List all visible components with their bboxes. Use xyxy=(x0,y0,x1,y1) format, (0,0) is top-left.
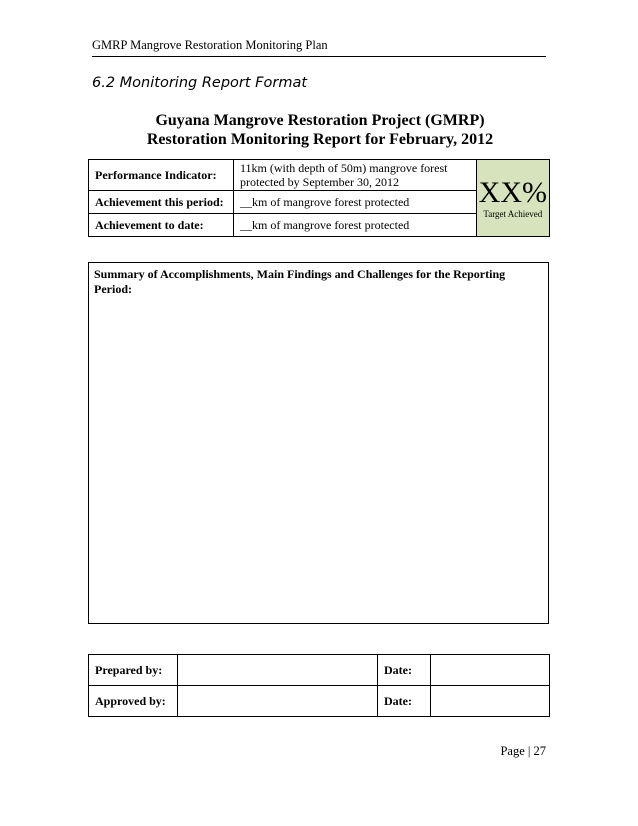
report-title-line-2: Restoration Monitoring Report for February, 2012 xyxy=(146,131,494,148)
performance-indicator-value[interactable]: 11km (with depth of 50m) mangrove forest protected by September 30, 2012 xyxy=(234,160,477,191)
running-header: GMRP Mangrove Restoration Monitoring Plan xyxy=(92,38,546,57)
signoff-table xyxy=(88,654,550,717)
achievement-date-value[interactable]: __km of mangrove forest protected xyxy=(234,214,477,237)
prepared-by-label: Prepared by: xyxy=(89,655,178,686)
approved-by-field[interactable] xyxy=(178,686,378,717)
achievement-period-value[interactable]: __km of mangrove forest protected xyxy=(234,191,477,214)
prepared-date-label: Date: xyxy=(378,655,431,686)
approved-date-label: Date: xyxy=(378,686,431,717)
prepared-date-field[interactable] xyxy=(431,655,550,686)
summary-box[interactable] xyxy=(88,262,549,624)
target-percentage[interactable]: XX% xyxy=(478,175,547,209)
target-achieved-label: Target Achieved xyxy=(483,208,543,219)
indicator-table xyxy=(88,159,550,237)
section-heading: 6.2 Monitoring Report Format xyxy=(92,75,308,91)
table-row xyxy=(89,686,550,717)
approved-date-field[interactable] xyxy=(431,686,550,717)
target-achieved-cell xyxy=(476,160,549,237)
achievement-date-label: Achievement to date: xyxy=(89,214,234,237)
report-title-line-1: Guyana Mangrove Restoration Project (GMRP) xyxy=(155,112,485,129)
approved-by-label: Approved by: xyxy=(89,686,178,717)
page-number: Page | 27 xyxy=(500,744,546,758)
achievement-period-label: Achievement this period: xyxy=(89,191,234,214)
summary-label: Summary of Accomplishments, Main Findings and Challenges for the Reporting Period: xyxy=(94,267,506,296)
table-row xyxy=(89,160,550,191)
report-title xyxy=(92,111,548,149)
performance-indicator-label: Performance Indicator: xyxy=(89,160,234,191)
prepared-by-field[interactable] xyxy=(178,655,378,686)
table-row xyxy=(89,655,550,686)
